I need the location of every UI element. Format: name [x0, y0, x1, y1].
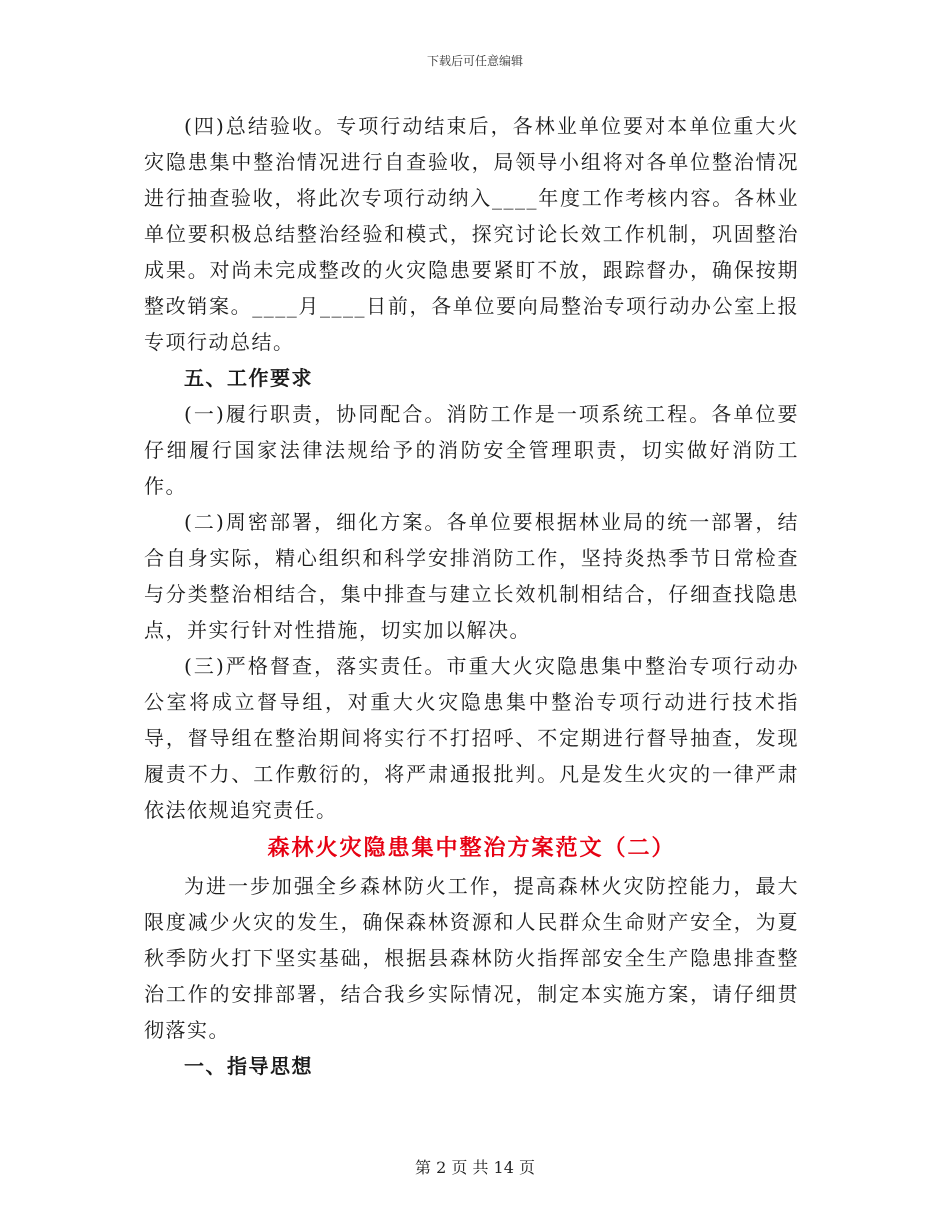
- heading-guiding-ideology: 一、指导思想: [184, 1054, 313, 1078]
- page-header-note: 下载后可任意编辑: [426, 54, 523, 68]
- paragraph-requirement-1: (一)履行职责，协同配合。消防工作是一项系统工程。各单位要仔细履行国家法律法规给予的消防安全管理职责，切实做好消防工作。: [144, 402, 799, 498]
- heading-work-requirements: 五、工作要求: [184, 366, 313, 390]
- paragraph-summary-acceptance: (四)总结验收。专项行动结束后，各林业单位要对本单位重大火灾隐患集中整治情况进行自查验收，局领导小组将对各单位整治情况进行抽查验收，将此次专项行动纳入____年度工作考核内容。各林业单位要积极总结整治经验和模式，探究讨论长效工作机制，巩固整治成果。对尚未完成整改的火灾隐患要紧盯不放，跟踪督办，确保按期整改销案。____月____日前，各单位要向局整治专项行动办公室上报专项行动总结。: [144, 114, 799, 354]
- paragraph-requirement-3: (三)严格督查，落实责任。市重大火灾隐患集中整治专项行动办公室将成立督导组，对重大火灾隐患集中整治专项行动进行技术指导，督导组在整治期间将实行不打招呼、不定期进行督导抽查，发现履责不力、工作敷衍的，将严肃通报批判。凡是发生火灾的一律严肃依法依规追究责任。: [144, 654, 799, 822]
- section-title: 森林火灾隐患集中整治方案范文（二）: [267, 835, 676, 861]
- paragraph-introduction: 为进一步加强全乡森林防火工作，提高森林火灾防控能力，最大限度减少火灾的发生，确保森林资源和人民群众生命财产安全，为夏秋季防火打下坚实基础，根据县森林防火指挥部安全生产隐患排查整治工作的安排部署，结合我乡实际情况，制定本实施方案，请仔细贯彻落实。: [144, 874, 799, 1042]
- paragraph-requirement-2: (二)周密部署，细化方案。各单位要根据林业局的统一部署，结合自身实际，精心组织和科学安排消防工作，坚持炎热季节日常检查与分类整治相结合，集中排查与建立长效机制相结合，仔细查找隐患点，并实行针对性措施，切实加以解决。: [144, 510, 799, 642]
- document-body: [144, 108, 799, 1084]
- page-number-footer: 第 2 页 共 14 页: [415, 1158, 535, 1177]
